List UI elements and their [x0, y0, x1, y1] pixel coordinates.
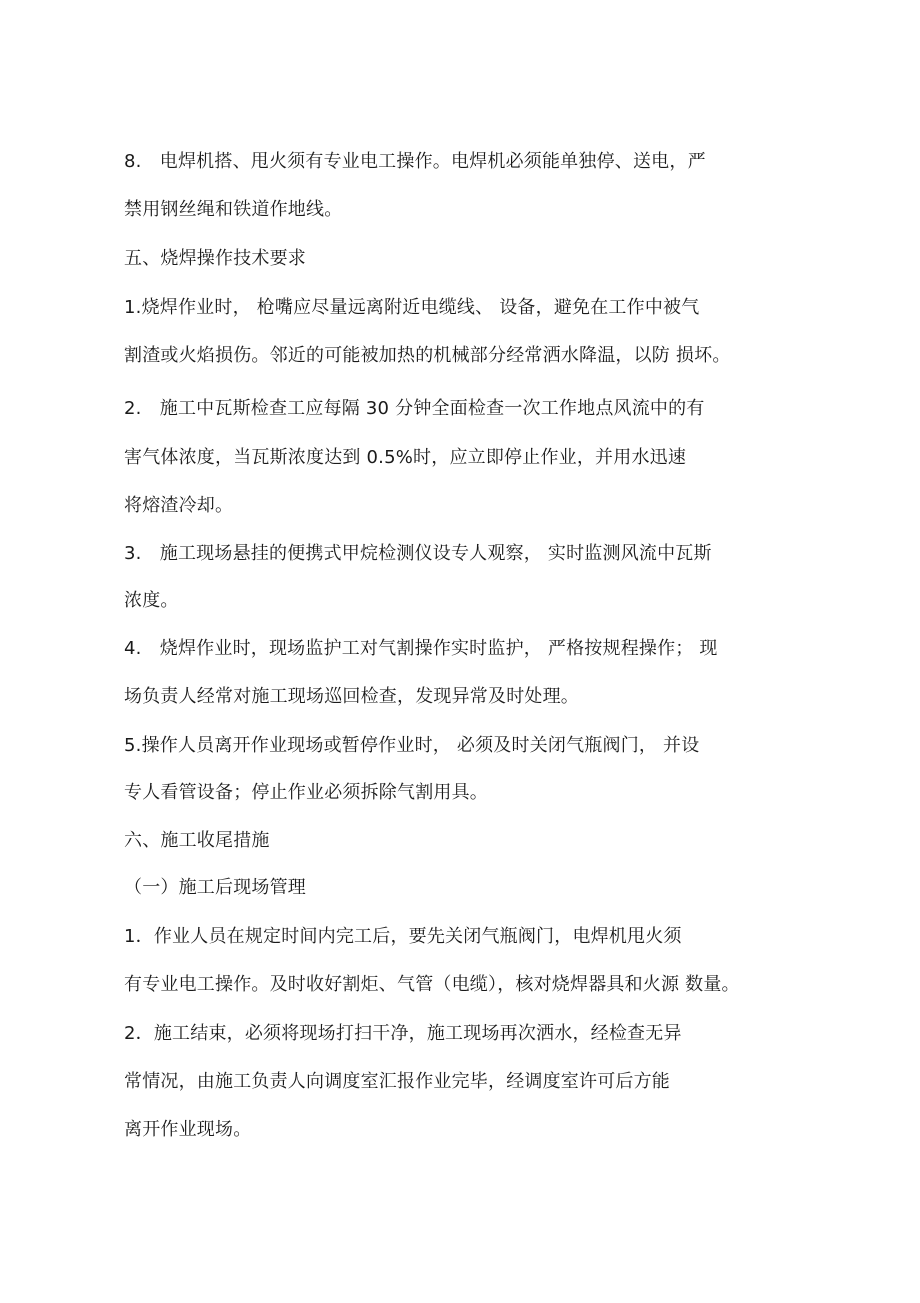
text-line: 5.操作人员离开作业现场或暂停作业时， 必须及时关闭气瓶阀门， 并设: [124, 735, 700, 756]
text-line: 4. 烧焊作业时，现场监护工对气割操作实时监护， 严格按规程操作； 现: [124, 638, 718, 659]
text-line: 1．作业人员在规定时间内完工后，要先关闭气瓶阀门，电焊机甩火须: [124, 926, 682, 947]
text-line: 1.烧焊作业时， 枪嘴应尽量远离附近电缆线、 设备，避免在工作中被气: [124, 297, 700, 318]
text-line: 3. 施工现场悬挂的便携式甲烷检测仪设专人观察， 实时监测风流中瓦斯: [124, 543, 712, 564]
text-line: 常情况，由施工负责人向调度室汇报作业完毕，经调度室许可后方能: [124, 1071, 670, 1092]
text-line: 将熔渣冷却。: [124, 495, 234, 516]
text-line: 场负责人经常对施工现场巡回检查，发现异常及时处理。: [124, 686, 579, 707]
text-line: 2. 施工中瓦斯检查工应每隔 30 分钟全面检查一次工作地点风流中的有: [124, 398, 705, 419]
section-heading: 六、施工收尾措施: [124, 830, 270, 851]
text-line: 割渣或火焰损伤。邻近的可能被加热的机械部分经常洒水降温，以防 损坏。: [124, 345, 731, 366]
text-line: 2．施工结束，必须将现场打扫干净，施工现场再次洒水，经检查无异: [124, 1023, 682, 1044]
subsection-heading: （一）施工后现场管理: [124, 877, 306, 898]
text-line: 浓度。: [124, 590, 179, 611]
section-heading: 五、烧焊操作技术要求: [124, 248, 306, 269]
text-line: 有专业电工操作。及时收好割炬、气管（电缆），核对烧焊器具和火源 数量。: [124, 974, 740, 995]
text-line: 离开作业现场。: [124, 1119, 252, 1140]
text-line: 禁用钢丝绳和铁道作地线。: [124, 199, 343, 220]
text-line: 专人看管设备；停止作业必须拆除气割用具。: [124, 782, 488, 803]
text-line: 8. 电焊机搭、甩火须有专业电工操作。电焊机必须能单独停、送电，严: [124, 151, 706, 172]
text-line: 害气体浓度，当瓦斯浓度达到 0.5%时，应立即停止作业，并用水迅速: [124, 447, 687, 468]
